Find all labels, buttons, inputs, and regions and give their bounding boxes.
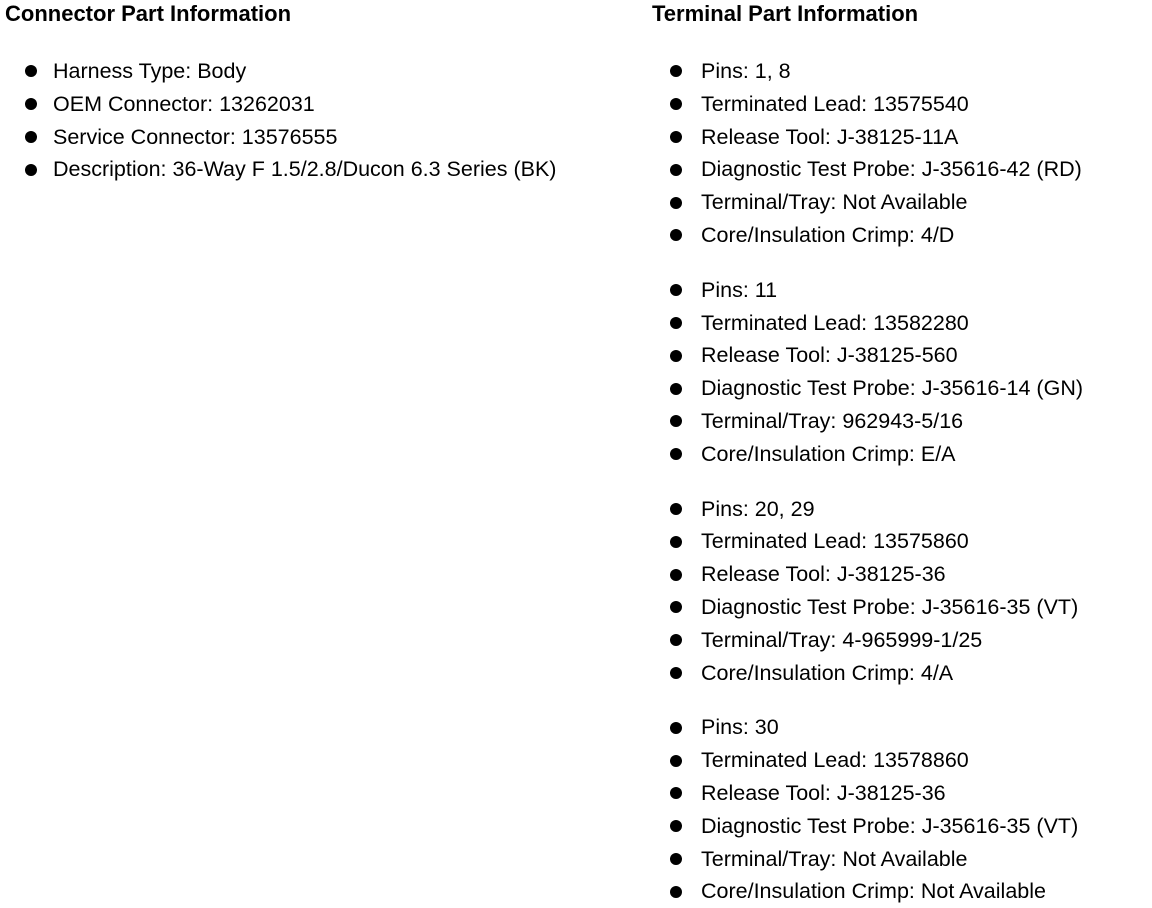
bullet-icon xyxy=(25,164,37,176)
list-item xyxy=(652,558,1152,591)
list-item xyxy=(652,88,1152,121)
list-item xyxy=(652,744,1152,777)
terminal-tray: Terminal/Tray: Not Available xyxy=(701,846,968,871)
list-item xyxy=(652,493,1152,526)
bullet-icon xyxy=(670,317,682,329)
diagnostic-test-probe: Diagnostic Test Probe: J-35616-14 (GN) xyxy=(701,376,1084,401)
list-item xyxy=(652,121,1152,154)
terminated-lead: Terminated Lead: 13575860 xyxy=(701,529,969,554)
bullet-icon xyxy=(670,755,682,767)
connector-section-title: Connector Part Information xyxy=(5,1,292,26)
list-item xyxy=(652,624,1152,657)
list-item xyxy=(652,219,1152,252)
list-item xyxy=(652,186,1152,219)
bullet-icon xyxy=(670,820,682,832)
harness-type: Harness Type: Body xyxy=(53,59,247,83)
bullet-icon xyxy=(670,98,682,110)
core-insulation-crimp: Core/Insulation Crimp: E/A xyxy=(701,441,956,466)
bullet-icon xyxy=(670,284,682,296)
list-item xyxy=(652,438,1152,471)
bullet-icon xyxy=(670,634,682,646)
list-item xyxy=(652,405,1152,438)
connector-section xyxy=(5,0,645,186)
core-insulation-crimp: Core/Insulation Crimp: 4/A xyxy=(701,660,954,685)
diagnostic-test-probe: Diagnostic Test Probe: J-35616-35 (VT) xyxy=(701,813,1079,838)
pins: Pins: 1, 8 xyxy=(701,59,791,83)
release-tool: Release Tool: J-38125-11A xyxy=(701,124,959,149)
terminated-lead: Terminated Lead: 13575540 xyxy=(701,91,969,116)
diagnostic-test-probe: Diagnostic Test Probe: J-35616-42 (RD) xyxy=(701,157,1082,182)
bullet-icon xyxy=(670,787,682,799)
terminal-group-2 xyxy=(652,274,1152,471)
list-item xyxy=(5,55,645,88)
list-item xyxy=(652,339,1152,372)
terminal-tray: Terminal/Tray: 4-965999-1/25 xyxy=(701,627,983,652)
terminal-tray: Terminal/Tray: 962943-5/16 xyxy=(701,408,964,433)
bullet-icon xyxy=(670,536,682,548)
terminal-group-4 xyxy=(652,711,1152,908)
connector-info-list xyxy=(5,55,645,186)
list-item xyxy=(652,153,1152,186)
bullet-icon xyxy=(25,65,37,77)
release-tool: Release Tool: J-38125-36 xyxy=(701,562,946,587)
list-item xyxy=(652,525,1152,558)
list-item xyxy=(652,711,1152,744)
bullet-icon xyxy=(670,131,682,143)
bullet-icon xyxy=(670,853,682,865)
bullet-icon xyxy=(670,383,682,395)
bullet-icon xyxy=(25,131,37,143)
bullet-icon xyxy=(670,448,682,460)
bullet-icon xyxy=(670,229,682,241)
terminal-group-3 xyxy=(652,493,1152,690)
list-item xyxy=(652,307,1152,340)
bullet-icon xyxy=(670,197,682,209)
bullet-icon xyxy=(670,503,682,515)
pins: Pins: 11 xyxy=(701,277,778,302)
list-item xyxy=(5,153,645,186)
pins: Pins: 30 xyxy=(701,715,779,740)
bullet-icon xyxy=(670,415,682,427)
bullet-icon xyxy=(670,601,682,613)
list-item xyxy=(652,777,1152,810)
pins: Pins: 20, 29 xyxy=(701,496,815,521)
bullet-icon xyxy=(25,98,37,110)
bullet-icon xyxy=(670,667,682,679)
list-item xyxy=(652,657,1152,690)
terminal-group-1 xyxy=(652,55,1152,252)
core-insulation-crimp: Core/Insulation Crimp: 4/D xyxy=(701,222,955,247)
list-item xyxy=(652,372,1152,405)
list-item xyxy=(652,55,1152,88)
bullet-icon xyxy=(670,65,682,77)
list-item xyxy=(652,591,1152,624)
oem-connector: OEM Connector: 13262031 xyxy=(53,91,315,116)
list-item xyxy=(652,810,1152,843)
list-item xyxy=(5,88,645,121)
bullet-icon xyxy=(670,569,682,581)
diagnostic-test-probe: Diagnostic Test Probe: J-35616-35 (VT) xyxy=(701,594,1079,619)
terminal-tray: Terminal/Tray: Not Available xyxy=(701,190,968,215)
release-tool: Release Tool: J-38125-560 xyxy=(701,343,958,368)
bullet-icon xyxy=(670,164,682,176)
service-connector: Service Connector: 13576555 xyxy=(53,124,338,149)
terminal-section xyxy=(652,0,1152,908)
list-item xyxy=(5,121,645,154)
terminated-lead: Terminated Lead: 13582280 xyxy=(701,310,969,335)
connector-description: Description: 36-Way F 1.5/2.8/Ducon 6.3 Series (BK) xyxy=(53,157,557,182)
core-insulation-crimp: Core/Insulation Crimp: Not Available xyxy=(701,879,1046,904)
list-item xyxy=(652,843,1152,876)
release-tool: Release Tool: J-38125-36 xyxy=(701,780,946,805)
list-item xyxy=(652,274,1152,307)
bullet-icon xyxy=(670,722,682,734)
list-item xyxy=(652,875,1152,908)
terminal-section-title: Terminal Part Information xyxy=(652,1,919,26)
bullet-icon xyxy=(670,350,682,362)
bullet-icon xyxy=(670,886,682,898)
terminated-lead: Terminated Lead: 13578860 xyxy=(701,748,969,773)
